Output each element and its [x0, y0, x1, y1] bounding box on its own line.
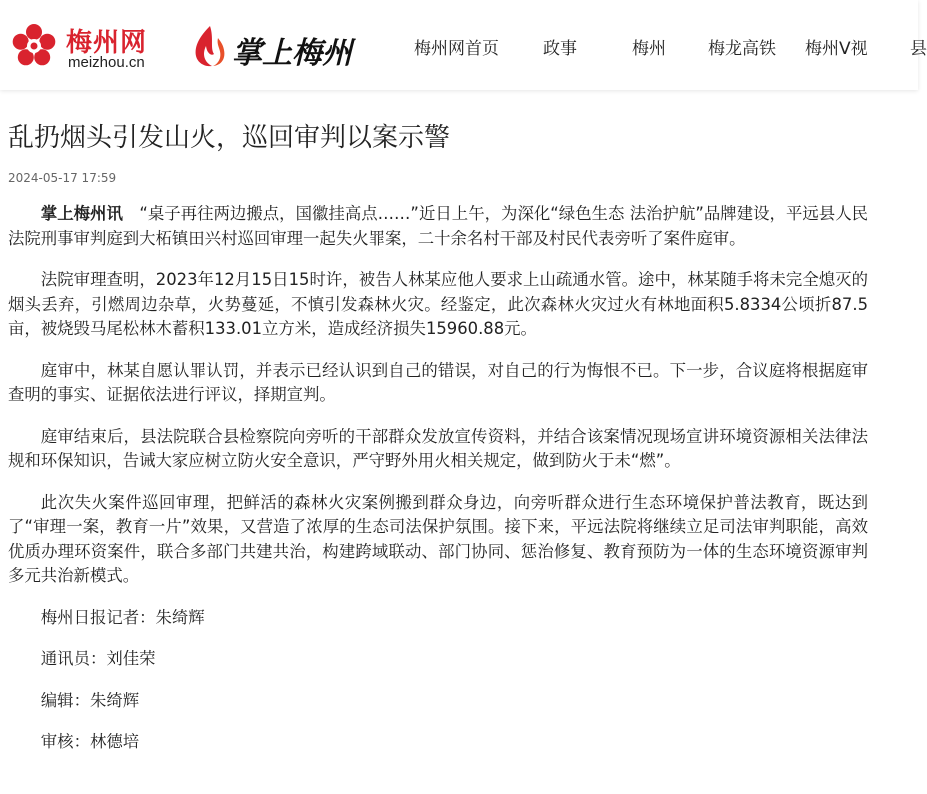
nav-item-home[interactable]: 梅州网首页 — [414, 39, 499, 59]
nav-item-meilong-railway[interactable]: 梅龙高铁 — [708, 39, 776, 59]
article-paragraph: 庭审中，林某自愿认罪认罚，并表示已经认识到自己的错误，对自己的行为悔恨不已。下一步，合议庭将根据庭审查明的事实、证据依法进行评议，择期宣判。 — [8, 360, 868, 404]
article-paragraph — [8, 202, 868, 251]
nav-item-meizhou[interactable]: 梅州 — [632, 39, 666, 59]
nav-item-politics[interactable]: 政事 — [543, 39, 577, 59]
article-title: 乱扔烟头引发山火，巡回审判以案示警 — [8, 123, 451, 153]
article-paragraph: 法院审理查明，2023年12月15日15时许，被告人林某应他人要求上山疏通水管。途中，林某随手将未完全熄灭的烟头丢弃，引燃周边杂草，火势蔓延，不慎引发森林火灾。经鉴定，此次森林火灾过火有林地面积5.8334公顷折87.5亩，被烧毁马尾松林木蓄积133.01立方米，造成经济损失15960.88元。 — [8, 270, 868, 338]
credit-reviewer: 审核：林德培 — [40, 732, 140, 751]
logo-text-cn: 梅州网 — [66, 28, 148, 58]
credit-reporter: 梅州日报记者：朱绮辉 — [40, 607, 205, 627]
article-paragraph: 此次失火案件巡回审理，把鲜活的森林火灾案例搬到群众身边，向旁听群众进行生态环境保护普法教育，既达到了“审理一案，教育一片”效果，又营造了浓厚的生态司法保护氛围。接下来，平远法院将继续立足司法审判职能，高效优质办理环资案件，联合多部门共建共治，构建跨域联动、部门协同、惩治修复、教育预防为一体的生态环境资源审判多元共治新模式。 — [8, 492, 868, 585]
article — [8, 118, 868, 772]
article-lead: 掌上梅州讯 — [40, 204, 123, 223]
app-name-text: 掌上梅州 — [232, 36, 352, 71]
site-header — [0, 0, 927, 90]
nav-item-county[interactable]: 县 — [910, 39, 927, 59]
main-nav — [0, 34, 927, 59]
credit-correspondent: 通讯员：刘佳荣 — [40, 649, 156, 668]
article-paragraph: 庭审结束后，县法院联合县检察院向旁听的干部群众发放宣传资料，并结合该案情况现场宣讲环境资源相关法律法规和环保知识，告诫大家应树立防火安全意识，严守野外用火相关规定，做到防火于未“燃”。 — [8, 426, 868, 470]
logo-text-en: meizhou.cn — [68, 54, 145, 71]
nav-item-meizhou-video[interactable]: 梅州V视 — [805, 39, 868, 59]
article-date: 2024-05-17 17:59 — [8, 171, 117, 185]
credit-editor: 编辑：朱绮辉 — [40, 690, 140, 710]
article-body — [8, 202, 868, 754]
paragraph-text: “桌子再往两边搬点，国徽挂高点……”近日上午，为深化“绿色生态 法治护航”品牌建设，平远县人民法院刑事审判庭到大柘镇田兴村巡回审理一起失火罪案，二十余名村干部及村民代表旁听了案件庭审。 — [8, 204, 869, 248]
